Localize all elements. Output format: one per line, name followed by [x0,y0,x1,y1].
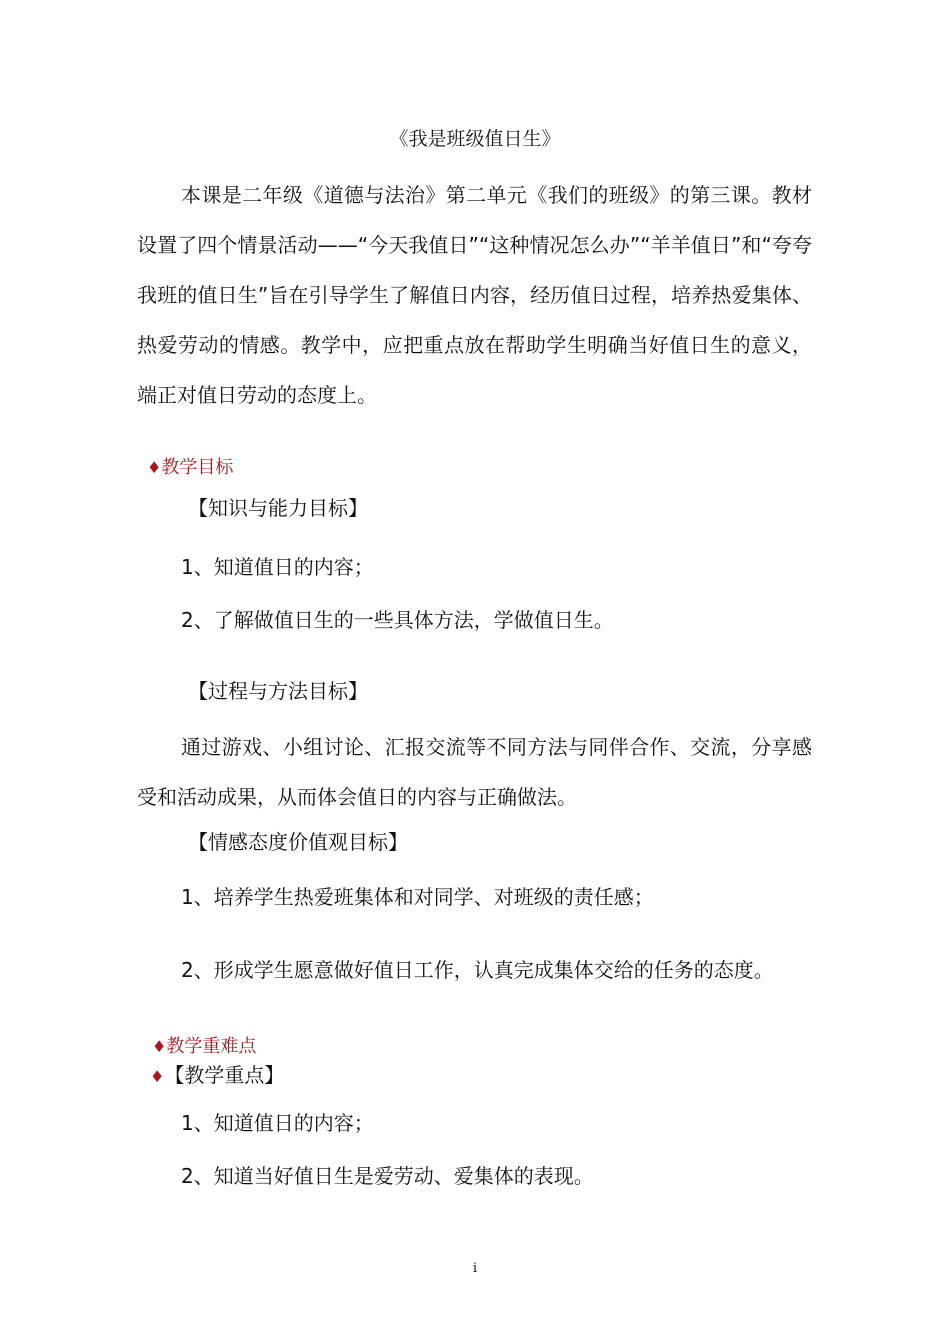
section-heading-text: 教学重难点 [166,1036,257,1057]
intro-paragraph: 本课是二年级《道德与法治》第二单元《我们的班级》的第三课。教材设置了四个情景活动——“今天我值日”“这种情况怎么办”“羊羊值日”和“夸夸我班的值日生”旨在引导学生了解值日内容，经历值日过程，培养热爱集体、热爱劳动的情感。教学中，应把重点放在帮助学生明确当好值日生的意义，端正对值日劳动的态度上。 [137,183,812,407]
list-item: 2、知道当好值日生是爱劳动、爱集体的表现。 [181,1164,594,1188]
subheading-knowledge: 【知识与能力目标】 [188,496,368,520]
subheading-text: 【教学重点】 [164,1063,285,1087]
list-item: 1、知道值日的内容； [181,1111,374,1135]
page-number: i [472,1261,478,1276]
list-item: 1、培养学生热爱班集体和对同学、对班级的责任感； [181,885,654,909]
section-heading-objectives [147,456,233,477]
diamond-bullet-icon: ♦ [147,458,162,477]
subheading-key-points [150,1065,284,1085]
subheading-process: 【过程与方法目标】 [188,679,368,703]
page-title: 《我是班级值日生》 [389,128,561,150]
diamond-bullet-icon: ♦ [150,1067,165,1086]
diamond-bullet-icon: ♦ [152,1037,167,1056]
list-item: 1、知道值日的内容； [181,555,374,579]
process-paragraph: 通过游戏、小组讨论、汇报交流等不同方法与同伴合作、交流，分享感受和活动成果，从而体会值日的内容与正确做法。 [137,735,812,809]
subheading-emotion: 【情感态度价值观目标】 [188,830,408,854]
section-heading-text: 教学目标 [161,457,234,478]
list-item: 2、了解做值日生的一些具体方法，学做值日生。 [181,608,614,632]
section-heading-key-points [152,1035,256,1056]
list-item: 2、形成学生愿意做好值日工作，认真完成集体交给的任务的态度。 [181,958,774,982]
